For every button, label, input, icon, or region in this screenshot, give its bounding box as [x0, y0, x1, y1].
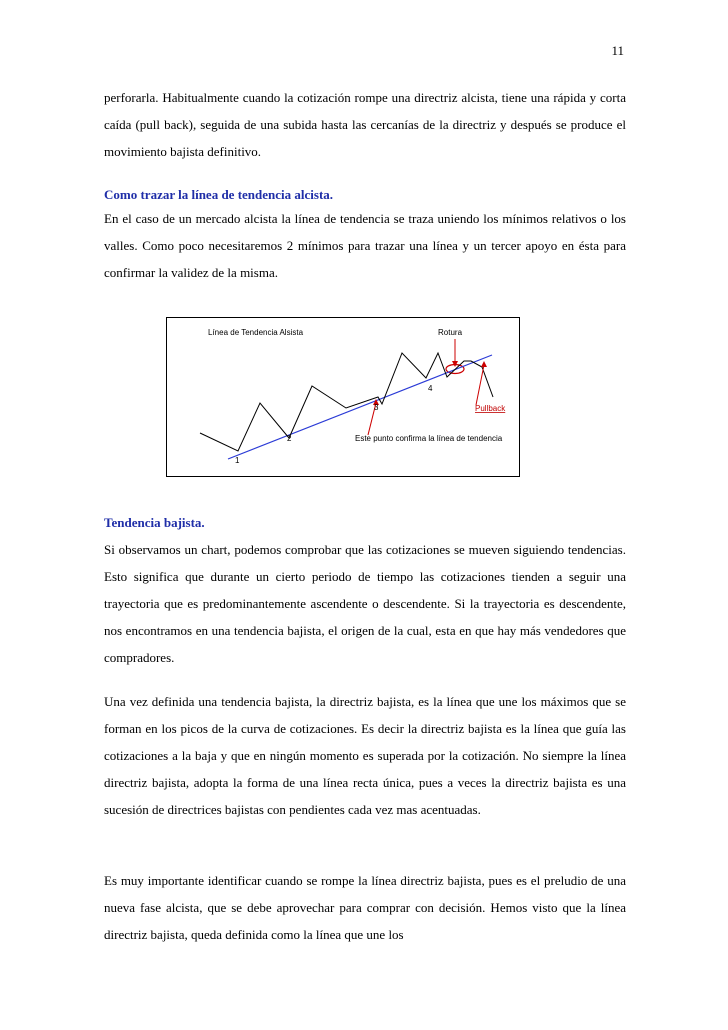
trendline-diagram	[166, 317, 520, 477]
heading-uptrend-line: Como trazar la línea de tendencia alcista.	[104, 187, 334, 202]
paragraph-downtrend-break: Es muy importante identificar cuando se rompe la línea directriz bajista, pues es el preludio de una nueva fase alcista, que se debe aprovechar para comprar con decisión. Hemos visto que la línea directriz bajista, queda definida como la línea que une los	[104, 873, 626, 942]
paragraph-downtrend-intro: Si observamos un chart, podemos comprobar que las cotizaciones se mueven siguiendo tendencias. Esto significa que durante un cierto periodo de tiempo las cotizaciones tienden a seguir una trayectoria que es predominantemente ascendente o descendente. Si la trayectoria es descendente, nos encontramos en una tendencia bajista, el origen de la cual, esta en que hay más vendedores que compradores.	[104, 542, 626, 665]
trendline-figure	[166, 317, 520, 477]
rotura-label: Rotura	[438, 328, 463, 337]
page-number: 11	[611, 43, 624, 58]
point-4-label: 4	[428, 384, 433, 393]
paragraph-uptrend-line: En el caso de un mercado alcista la línea de tendencia se traza uniendo los mínimos relativos o los valles. Como poco necesitaremos 2 mínimos para trazar una línea y un tercer apoyo en ésta para confirmar la validez de la misma.	[104, 211, 626, 280]
heading-downtrend: Tendencia bajista.	[104, 515, 205, 530]
pullback-label: Pullback	[475, 404, 506, 413]
point-1-label: 1	[235, 456, 240, 465]
paragraph-downtrend-line: Una vez definida una tendencia bajista, la directriz bajista, es la línea que une los máximos que se forman en los picos de la curva de cotizaciones. Es decir la directriz bajista es la línea que guía las cotizaciones a la baja y que en ningún momento es superada por la cotización. No siempre la línea directriz bajista, adopta la forma de una línea recta única, pues a veces la directriz bajista es una sucesión de directrices bajistas con pendientes cada vez mas acentuadas.	[104, 694, 626, 817]
point-3-label: 3	[374, 403, 379, 412]
point-2-label: 2	[287, 434, 292, 443]
paragraph-pullback: perforarla. Habitualmente cuando la cotización rompe una directriz alcista, tiene una rápida y corta caída (pull back), seguida de una subida hasta las cercanías de la directriz y después se produce el movimiento bajista definitivo.	[104, 90, 626, 159]
figure-border	[167, 318, 520, 477]
figure-title: Línea de Tendencia Alsista	[208, 328, 304, 337]
confirm-label: Este punto confirma la línea de tendencia	[355, 434, 503, 443]
